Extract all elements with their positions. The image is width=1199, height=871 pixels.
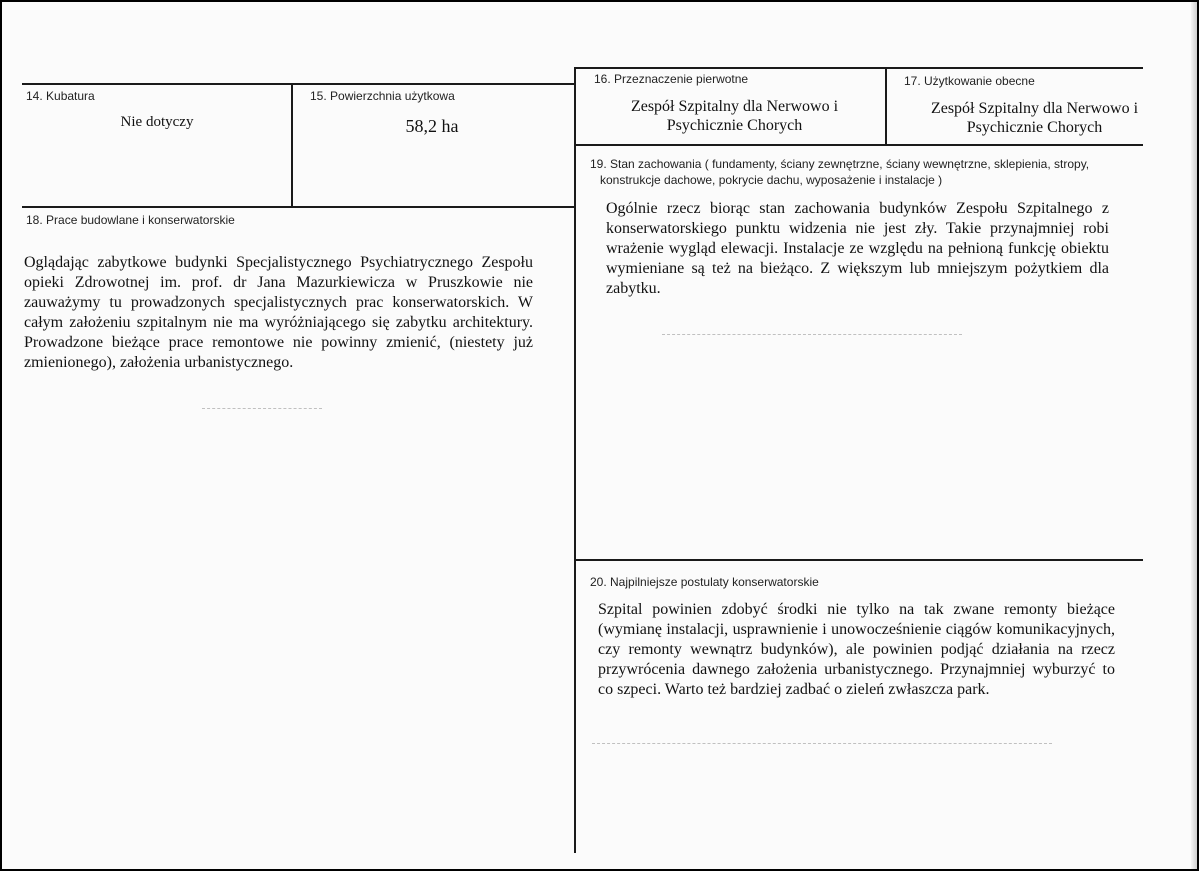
page-edge-shadow <box>1191 2 1197 869</box>
form-sheet <box>2 2 1197 869</box>
field-20-text: Szpital powinien zdobyć środki nie tylko na tak zwane remonty bieżące (wymianę instalacji, usprawnienie i unowocześnienie ciągów komunikacyjnych, czy remonty wewnątrz budynków), ale powinien podjąć działania na rzecz przywrócenia dawnego założenia urbanistycznego. Przynajmniej wyburzyć to co szpeci. Warto też bardziej zadbać o zieleń zwłaszcza park. <box>598 601 1115 698</box>
divider-center <box>574 67 576 853</box>
rule-above-20 <box>575 559 1143 561</box>
rule-top-right <box>575 67 1143 69</box>
field-20-label: 20. Najpilniejsze postulaty konserwatorskie <box>590 575 819 589</box>
field-16-label: 16. Przeznaczenie pierwotne <box>594 72 749 86</box>
field-19-text: Ogólnie rzecz biorąc stan zachowania budynków Zespołu Szpitalnego z konserwatorskiego punktu widzenia nie jest zły. Takie przynajmniej robi wrażenie wygląd elewacji. Instalacje ze względu na pełnioną funkcję obiektu wymieniane są też na bieżąco. Z większym lub mniejszym pożytkiem dla zabytku. <box>606 200 1109 297</box>
field-16-value: Zespół Szpitalny dla Nerwowo i Psychicznie Chorych <box>630 98 839 134</box>
field-14-value: Nie dotyczy <box>120 114 194 130</box>
field-17-value: Zespół Szpitalny dla Nerwowo i Psychicznie Chorych <box>930 100 1139 136</box>
rule-top-left <box>22 83 575 85</box>
divider-16-17 <box>885 67 887 145</box>
scan-artifact <box>202 408 322 410</box>
field-15-value: 58,2 ha <box>405 116 459 136</box>
rule-below-14-15 <box>22 206 575 208</box>
divider-14-15 <box>291 83 293 207</box>
field-18-label: 18. Prace budowlane i konserwatorskie <box>26 213 235 227</box>
field-17-label: 17. Użytkowanie obecne <box>904 74 1035 88</box>
field-19-label-line2: konstrukcje dachowe, pokrycie dachu, wyposażenie i instalacje ) <box>600 173 943 187</box>
field-19-label <box>590 156 1140 188</box>
scan-artifact <box>662 334 962 336</box>
rule-below-16-17 <box>575 144 1143 146</box>
field-18-text: Oglądając zabytkowe budynki Specjalistycznego Psychiatrycznego Zespołu opieki Zdrowotnej im. prof. dr Jana Mazurkiewicza w Pruszkowie nie zauważymy tu prowadzonych specjalistycznych prac konserwatorskich. W całym założeniu szpitalnym nie ma wyróżniającego się zabytku architektury. Prowadzone bieżące prace remontowe nie powinny zmienić, (niestety już zmienionego), założenia urbanistycznego. <box>24 254 533 371</box>
field-14-label: 14. Kubatura <box>26 89 95 103</box>
scan-artifact <box>592 743 1052 745</box>
field-15-label: 15. Powierzchnia użytkowa <box>310 89 455 103</box>
field-19-label-line1: 19. Stan zachowania ( fundamenty, ściany zewnętrzne, ściany wewnętrzne, sklepienia, stropy, <box>590 157 1090 171</box>
